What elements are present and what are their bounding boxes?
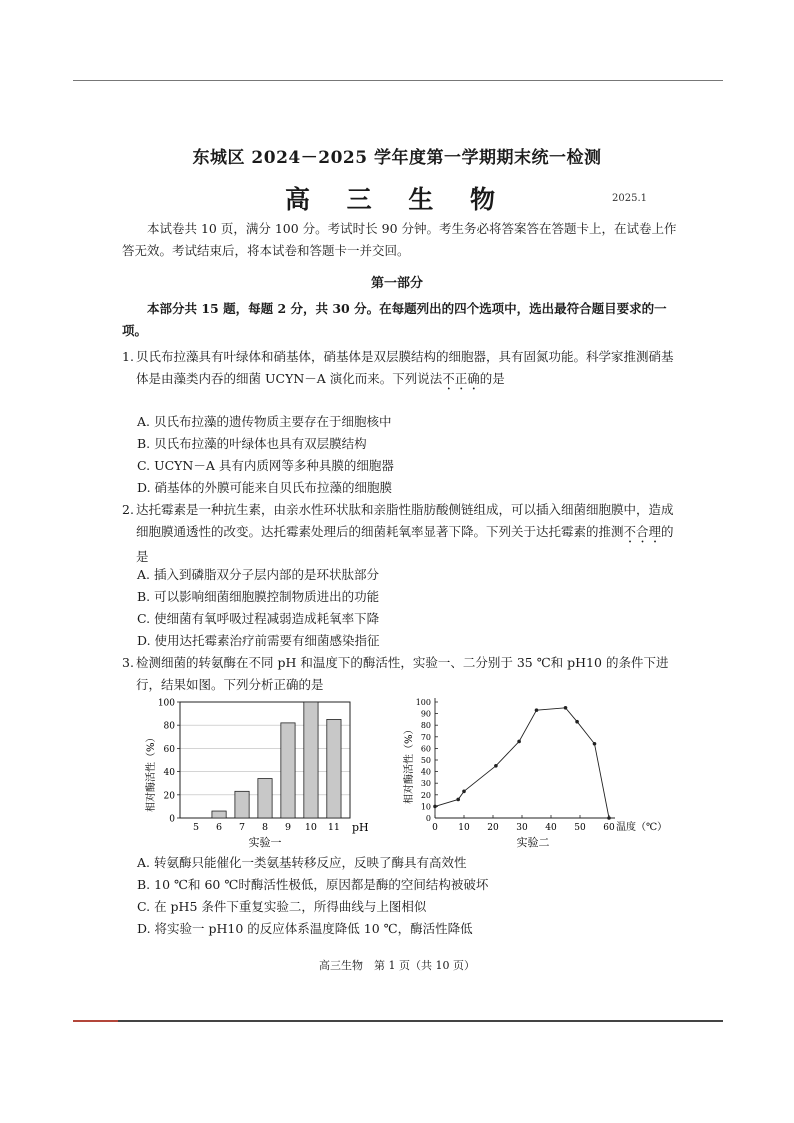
subject-title: 高 三 生 物 bbox=[284, 185, 510, 214]
x-tick-label: 9 bbox=[284, 822, 291, 833]
data-point bbox=[535, 708, 539, 712]
x-tick-label: 10 bbox=[304, 822, 317, 833]
x-tick-label: 50 bbox=[574, 823, 586, 833]
y-tick-label: 60 bbox=[420, 744, 431, 754]
x-axis-label: 温度（℃） bbox=[616, 822, 668, 833]
y-tick-label: 20 bbox=[163, 791, 175, 802]
exam-instructions: 本试卷共 10 页，满分 100 分。考试时长 90 分钟。考生务必将答案答在答题卡上，在试卷上作答无效。考试结束后，将本试卷和答题卡一并交回。 bbox=[122, 221, 677, 258]
bar bbox=[212, 811, 226, 818]
y-tick-label: 100 bbox=[157, 698, 175, 709]
q3-option-b: B. 10 ℃和 60 ℃时酶活性极低，原因都是酶的空间结构被破坏 bbox=[137, 877, 489, 892]
question-stem: 检测细菌的转氨酶在不同 pH 和温度下的酶活性，实验一、二分别于 35 ℃和 pH10 的条件下进行，结果如图。下列分析正确的是 bbox=[136, 655, 669, 692]
bar bbox=[304, 702, 318, 818]
question-emphasis: 不合理 bbox=[623, 524, 662, 539]
q2-option-a: A. 插入到磷脂双分子层内部的是环状肽部分 bbox=[137, 567, 379, 582]
x-tick-label: 8 bbox=[261, 822, 269, 833]
y-tick-label: 0 bbox=[169, 814, 175, 825]
q1-option-c: C. UCYN－A 具有内质网等多种具膜的细胞器 bbox=[137, 458, 394, 473]
q2-option-b: B. 可以影响细菌细胞膜控制物质进出的功能 bbox=[137, 589, 380, 604]
x-tick-label: 11 bbox=[327, 822, 340, 833]
x-axis-label: pH bbox=[352, 821, 369, 834]
q1-option-a: A. 贝氏布拉藻的遗传物质主要存在于细胞核中 bbox=[137, 414, 392, 429]
series-line bbox=[435, 708, 609, 818]
x-tick-label: 30 bbox=[516, 823, 528, 833]
data-point bbox=[462, 790, 466, 794]
y-tick-label: 40 bbox=[420, 767, 431, 777]
data-point bbox=[575, 720, 579, 724]
data-point bbox=[433, 805, 437, 809]
q2-option-d: D. 使用达托霉素治疗前需要有细菌感染指征 bbox=[137, 633, 380, 648]
question-stem: 达托霉素是一种抗生素，由亲水性环状肽和亲脂性脂肪酸侧链组成，可以插入细菌细胞膜中，造成细胞膜通透性的改变。达托霉素处理后的细菌耗氧率显著下降。下列关于达托霉素的推测 bbox=[136, 502, 674, 539]
data-point bbox=[607, 816, 611, 820]
data-point bbox=[593, 742, 597, 746]
question-3 bbox=[122, 652, 678, 696]
question-stem: 贝氏布拉藻具有叶绿体和硝基体，硝基体是双层膜结构的细胞器，具有固氮功能。科学家推测硝基体是由藻类内吞的细菌 UCYN－A 演化而来。下列说法 bbox=[136, 349, 674, 386]
x-tick-label: 5 bbox=[193, 822, 200, 833]
y-tick-label: 40 bbox=[163, 768, 175, 779]
question-stem-end: 的是 bbox=[136, 524, 674, 564]
y-tick-label: 100 bbox=[415, 698, 431, 707]
bottom-rule bbox=[73, 1020, 723, 1022]
x-tick-label: 60 bbox=[603, 823, 615, 833]
bar bbox=[235, 791, 249, 818]
y-tick-label: 70 bbox=[420, 732, 431, 742]
q2-option-c: C. 使细菌有氧呼吸过程减弱造成耗氧率下降 bbox=[137, 611, 380, 626]
q3-option-c: C. 在 pH5 条件下重复实验二，所得曲线与上图相似 bbox=[137, 899, 427, 914]
x-tick-label: 10 bbox=[458, 823, 470, 833]
x-tick-label: 0 bbox=[432, 823, 438, 833]
y-tick-label: 20 bbox=[420, 790, 431, 800]
top-rule bbox=[73, 80, 723, 81]
question-number: 2. bbox=[122, 502, 134, 517]
bar bbox=[281, 723, 295, 818]
q3-option-d: D. 将实验一 pH10 的反应体系温度降低 10 ℃，酶活性降低 bbox=[137, 921, 473, 936]
y-tick-label: 90 bbox=[420, 709, 431, 719]
part-title: 第一部分 bbox=[370, 276, 423, 291]
x-tick-label: 20 bbox=[487, 823, 499, 833]
question-stem-end: 的是 bbox=[479, 371, 505, 386]
y-axis-label: 相对酶活性（%） bbox=[146, 732, 157, 812]
chart-experiment-1 bbox=[140, 692, 380, 854]
y-tick-label: 0 bbox=[425, 814, 431, 823]
y-tick-label: 50 bbox=[420, 756, 431, 765]
data-point bbox=[456, 798, 460, 802]
y-tick-label: 30 bbox=[420, 779, 431, 789]
question-emphasis: 不正确 bbox=[442, 371, 480, 386]
x-tick-label: 6 bbox=[216, 822, 223, 833]
question-2 bbox=[122, 499, 678, 568]
q1-option-d: D. 硝基体的外膜可能来自贝氏布拉藻的细胞膜 bbox=[137, 480, 393, 495]
bottom-rule-accent bbox=[73, 1020, 118, 1022]
y-tick-label: 10 bbox=[420, 802, 431, 812]
chart-experiment-2 bbox=[398, 692, 673, 854]
data-point bbox=[564, 706, 568, 710]
q3-option-a: A. 转氨酶只能催化一类氨基转移反应，反映了酶具有高效性 bbox=[137, 855, 467, 870]
bar bbox=[327, 719, 341, 818]
data-point bbox=[517, 740, 521, 744]
y-tick-label: 60 bbox=[163, 744, 175, 755]
x-tick-label: 40 bbox=[545, 823, 557, 833]
question-1 bbox=[122, 346, 678, 393]
chart-title: 实验一 bbox=[248, 836, 282, 849]
data-point bbox=[494, 764, 498, 768]
question-number: 1. bbox=[122, 349, 134, 364]
y-axis-label: 相对酶活性（%） bbox=[404, 724, 415, 804]
exam-date: 2025.1 bbox=[612, 193, 647, 204]
y-tick-label: 80 bbox=[420, 721, 431, 731]
page-footer: 高三生物 第 1 页（共 10 页） bbox=[319, 959, 475, 972]
part-instructions: 本部分共 15 题，每题 2 分，共 30 分。在每题列出的四个选项中，选出最符合题目要求的一项。 bbox=[122, 301, 667, 338]
exam-title: 东城区 2024－2025 学年度第一学期期末统一检测 bbox=[192, 148, 602, 168]
chart-title: 实验二 bbox=[516, 836, 550, 849]
question-number: 3. bbox=[122, 655, 134, 670]
q1-option-b: B. 贝氏布拉藻的叶绿体也具有双层膜结构 bbox=[137, 436, 367, 451]
bar bbox=[258, 779, 272, 818]
x-tick-label: 7 bbox=[239, 822, 246, 833]
y-tick-label: 80 bbox=[163, 721, 175, 732]
